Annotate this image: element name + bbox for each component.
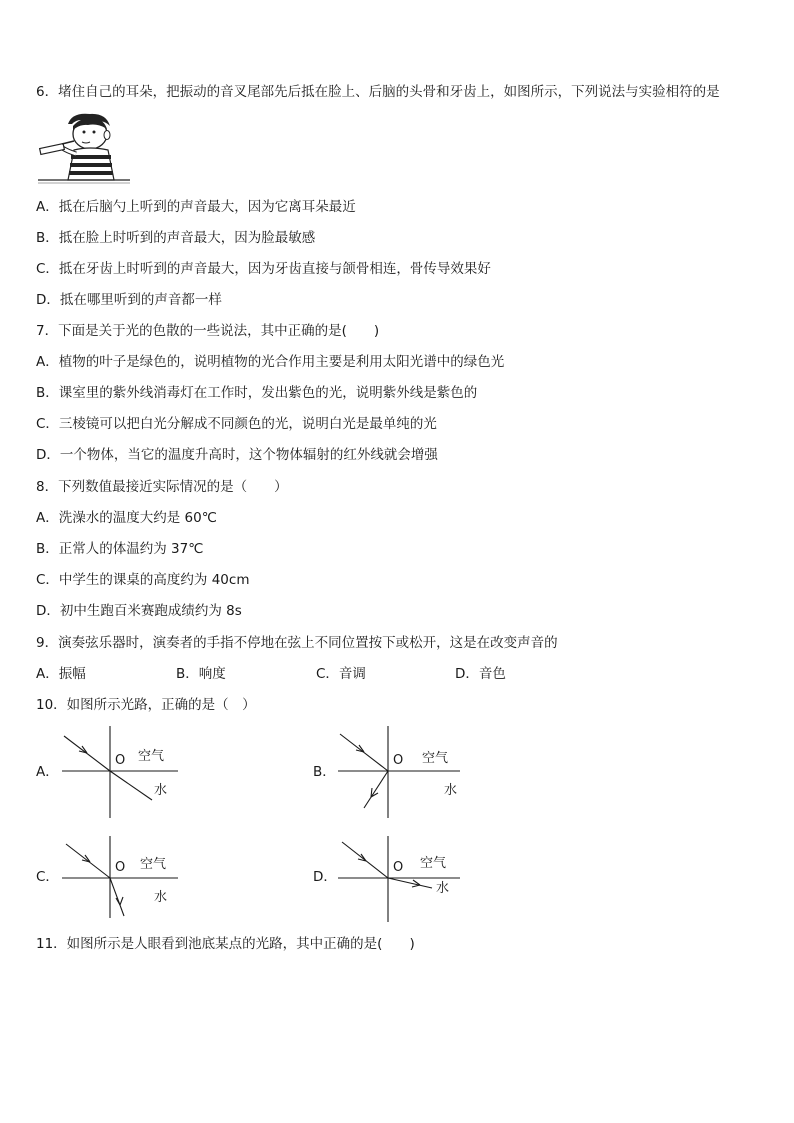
- q10-c-water-label: 水: [154, 890, 168, 905]
- q10-b-water-label: 水: [444, 783, 458, 798]
- tuning-fork-boy-illustration: [38, 110, 130, 188]
- q7-option-b: B．课室里的紫外线消毒灯在工作时，发出紫色的光，说明紫外线是紫色的: [36, 385, 478, 401]
- q8-option-d: D．初中生跑百米赛跑成绩约为 8s: [36, 603, 242, 619]
- q10-a-water-label: 水: [154, 783, 168, 798]
- q6-option-a: A．抵在后脑勺上听到的声音最大，因为它离耳朵最近: [36, 199, 356, 215]
- q9-option-a: A．振幅: [36, 666, 86, 682]
- q8-option-a: A．洗澡水的温度大约是 60℃: [36, 510, 217, 526]
- q8-stem: 8．下列数值最接近实际情况的是（ ）: [36, 479, 288, 495]
- q8-option-b: B．正常人的体温约为 37℃: [36, 541, 204, 557]
- q6-option-c: C．抵在牙齿上时听到的声音最大，因为牙齿直接与颌骨相连，骨传导效果好: [36, 261, 491, 277]
- q10-c-air-label: 空气: [140, 857, 167, 872]
- q10-figure-b-label: B．: [313, 764, 336, 780]
- q8-option-c: C．中学生的课桌的高度约为 40cm: [36, 572, 250, 588]
- q7-option-c: C．三棱镜可以把白光分解成不同颜色的光，说明白光是最单纯的光: [36, 416, 437, 432]
- q10-figure-d-label: D．: [313, 869, 337, 885]
- q9-option-d: D．音色: [455, 666, 506, 682]
- q7-stem: 7．下面是关于光的色散的一些说法，其中正确的是( ): [36, 323, 380, 339]
- q10-figure-b-diagram: [334, 724, 464, 820]
- q10-a-air-label: 空气: [138, 749, 165, 764]
- q10-d-water-label: 水: [436, 881, 450, 896]
- q9-option-c: C．音调: [316, 666, 366, 682]
- q10-a-point-label: O: [115, 753, 126, 768]
- q10-stem: 10．如图所示光路，正确的是（ ）: [36, 697, 256, 713]
- q10-d-point-label: O: [393, 860, 404, 875]
- q6-option-b: B．抵在脸上时听到的声音最大，因为脸最敏感: [36, 230, 316, 246]
- q9-option-b: B．响度: [176, 666, 226, 682]
- q10-c-point-label: O: [115, 860, 126, 875]
- q10-figure-c-label: C．: [36, 869, 59, 885]
- q7-option-d: D．一个物体，当它的温度升高时，这个物体辐射的红外线就会增强: [36, 447, 438, 463]
- q6-option-d: D．抵在哪里听到的声音都一样: [36, 292, 222, 308]
- q9-stem: 9．演奏弦乐器时，演奏者的手指不停地在弦上不同位置按下或松开，这是在改变声音的: [36, 635, 558, 651]
- q7-option-a: A．植物的叶子是绿色的，说明植物的光合作用主要是利用太阳光谱中的绿色光: [36, 354, 505, 370]
- q11-stem: 11．如图所示是人眼看到池底某点的光路，其中正确的是( ): [36, 936, 415, 952]
- q10-figure-a-label: A．: [36, 764, 59, 780]
- q6-stem: 6．堵住自己的耳朵，把振动的音叉尾部先后抵在脸上、后脑的头骨和牙齿上，如图所示，下列说法与实验相符的是: [36, 84, 720, 100]
- q10-figure-a-diagram: [60, 724, 185, 820]
- q10-d-air-label: 空气: [420, 856, 447, 871]
- q10-figure-c-diagram: [60, 834, 185, 920]
- q10-b-point-label: O: [393, 753, 404, 768]
- q10-b-air-label: 空气: [422, 751, 449, 766]
- q10-figure-d-diagram: [334, 834, 464, 924]
